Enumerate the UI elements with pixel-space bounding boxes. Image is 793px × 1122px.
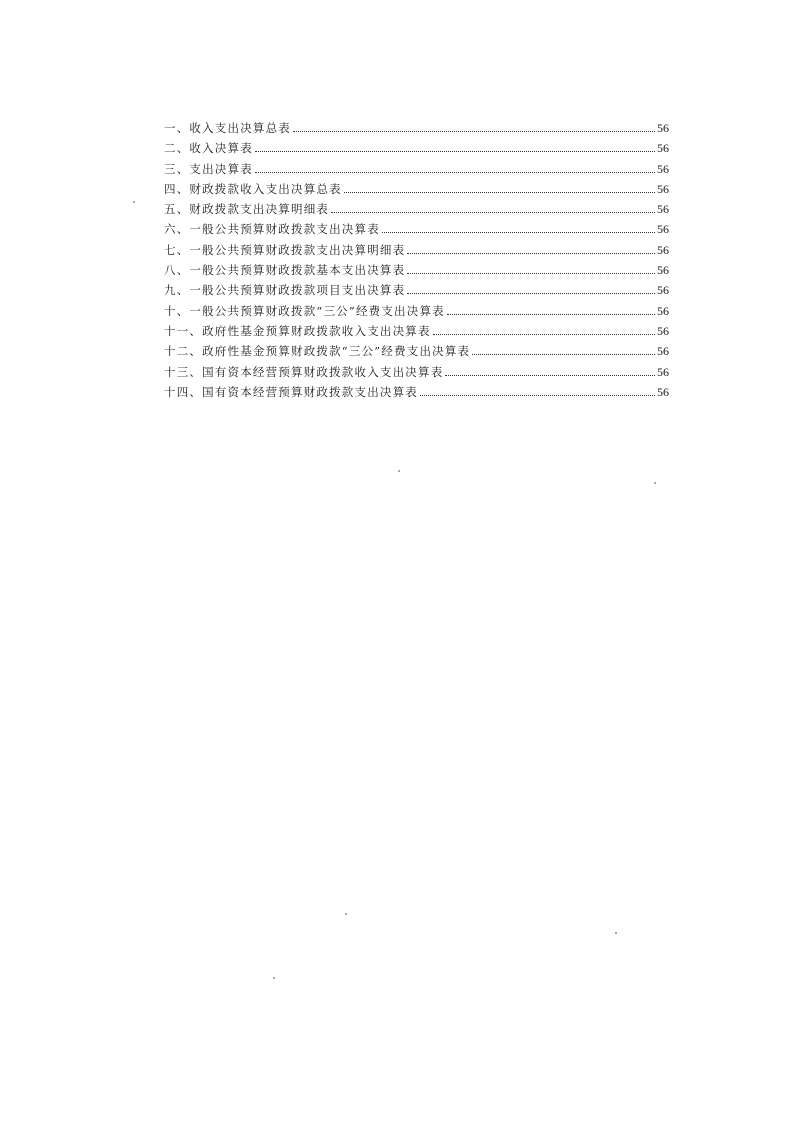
toc-entry[interactable]	[164, 282, 669, 302]
toc-entry-label: 十二、政府性基金预算财政拨款“三公”经费支出决算表	[164, 344, 471, 359]
toc-entry[interactable]	[164, 140, 669, 160]
toc-dot-leader	[331, 211, 655, 213]
toc-entry-page: 56	[657, 242, 669, 257]
toc-dot-leader	[447, 313, 655, 315]
toc-dot-leader	[344, 191, 655, 193]
toc-dot-leader	[420, 394, 655, 396]
toc-entry-label: 十三、国有资本经营预算财政拨款收入支出决算表	[164, 364, 444, 379]
toc-entry-page: 56	[657, 364, 669, 379]
toc-dot-leader	[445, 374, 655, 376]
toc-entry-label: 六、一般公共预算财政拨款支出决算表	[164, 222, 380, 237]
toc-entry[interactable]	[164, 364, 669, 384]
scan-speck	[615, 932, 617, 934]
toc-entry[interactable]	[164, 161, 669, 181]
toc-entry-page: 56	[657, 222, 669, 237]
toc-entry-label: 八、一般公共预算财政拨款基本支出决算表	[164, 263, 406, 278]
toc-entry-page: 56	[657, 202, 669, 217]
toc-entry-page: 56	[657, 263, 669, 278]
toc-entry[interactable]	[164, 303, 669, 323]
scan-speck	[654, 482, 656, 484]
toc-entry-label: 一、收入支出决算总表	[164, 121, 291, 135]
toc-dot-leader	[255, 171, 655, 173]
toc-dot-leader	[255, 150, 655, 152]
toc-entry-page: 56	[657, 181, 669, 196]
scan-speck	[273, 977, 275, 979]
toc-entry-page: 56	[657, 141, 669, 156]
toc-entry[interactable]	[164, 221, 669, 241]
toc-entry-label: 七、一般公共预算财政拨款支出决算明细表	[164, 242, 406, 257]
toc-dot-leader	[382, 231, 655, 233]
toc-entry[interactable]	[164, 262, 669, 282]
scan-speck	[345, 913, 347, 915]
table-of-contents	[164, 120, 669, 404]
toc-dot-leader	[407, 292, 655, 294]
toc-entry-page: 56	[657, 161, 669, 176]
toc-entry[interactable]	[164, 242, 669, 262]
toc-entry-label: 十、一般公共预算财政拨款“三公”经费支出决算表	[164, 303, 445, 318]
toc-entry-page: 56	[657, 344, 669, 359]
toc-entry-label: 五、财政拨款支出决算明细表	[164, 202, 330, 217]
scan-speck	[398, 470, 400, 472]
toc-entry-label: 四、财政拨款收入支出决算总表	[164, 181, 342, 196]
toc-entry-page: 56	[657, 303, 669, 318]
toc-dot-leader	[407, 272, 655, 274]
toc-dot-leader	[293, 130, 655, 132]
toc-entry-page: 56	[657, 323, 669, 338]
toc-entry[interactable]	[164, 384, 669, 404]
toc-entry-label: 二、收入决算表	[164, 141, 253, 156]
toc-dot-leader	[472, 353, 655, 355]
toc-entry-page: 56	[657, 384, 669, 399]
scan-speck	[133, 201, 135, 203]
toc-entry[interactable]	[164, 181, 669, 201]
toc-entry[interactable]	[164, 120, 669, 140]
toc-entry-page: 56	[657, 283, 669, 298]
toc-entry-label: 九、一般公共预算财政拨款项目支出决算表	[164, 283, 406, 298]
toc-entry[interactable]	[164, 201, 669, 221]
toc-entry-label: 三、支出决算表	[164, 161, 253, 176]
toc-entry-label: 十四、国有资本经营预算财政拨款支出决算表	[164, 384, 418, 399]
toc-dot-leader	[433, 333, 655, 335]
toc-entry[interactable]	[164, 323, 669, 343]
toc-entry-page: 56	[657, 121, 669, 135]
toc-entry-label: 十一、政府性基金预算财政拨款收入支出决算表	[164, 323, 431, 338]
toc-dot-leader	[407, 252, 655, 254]
toc-entry[interactable]	[164, 343, 669, 363]
